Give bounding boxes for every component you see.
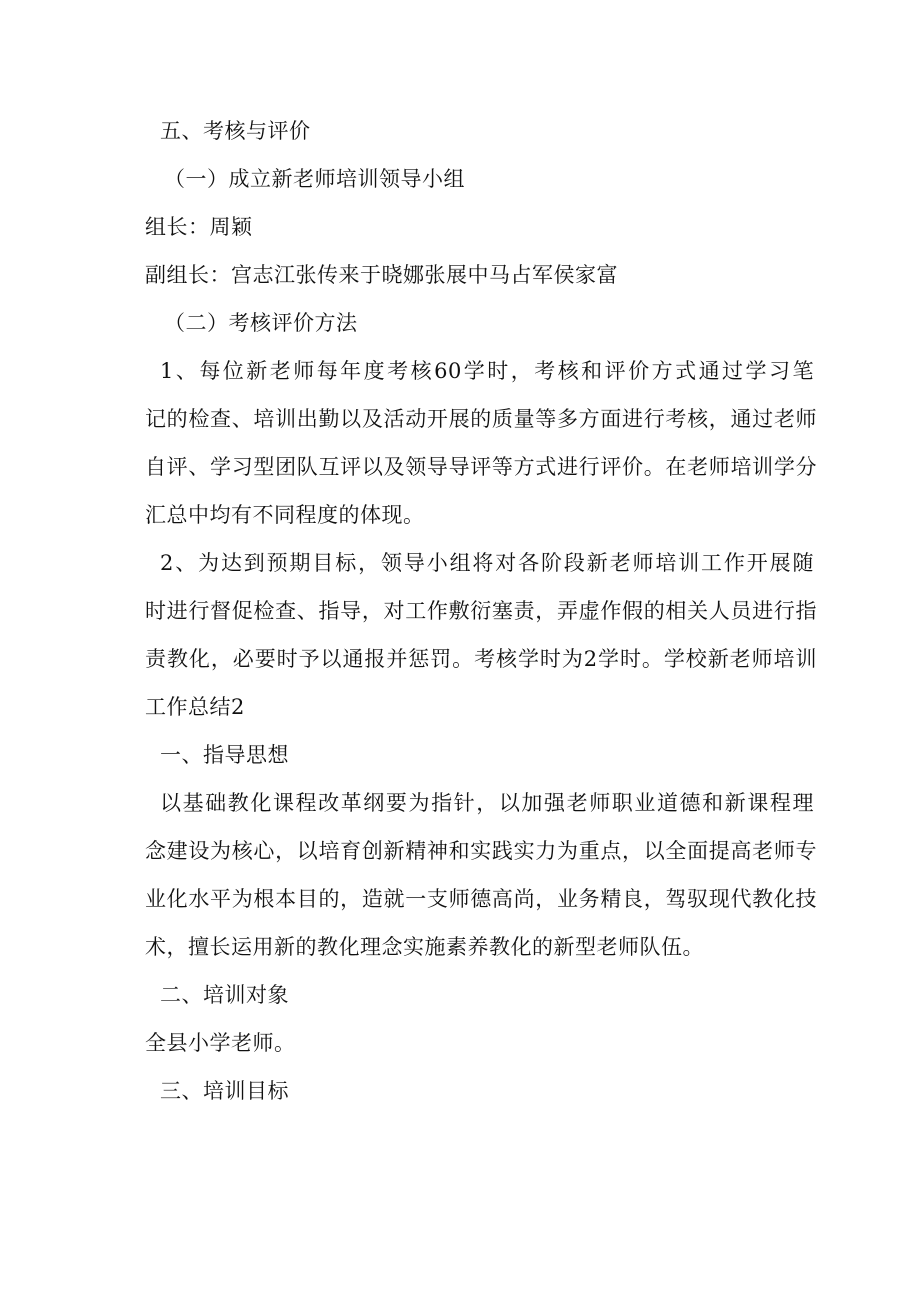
paragraph-line: 以基础教化课程改革纲要为指针，以加强老师职业道德和新课程理 <box>160 791 814 815</box>
section-heading: 二、培训对象 <box>160 983 289 1007</box>
paragraph-line: 责教化，必要时予以通报并惩罚。考核学时为2学时。学校新老师培训 <box>145 647 817 671</box>
text-line: 组长：周颖 <box>145 215 253 239</box>
text-line: 全县小学老师。 <box>145 1031 296 1055</box>
paragraph-line: 自评、学习型团队互评以及领导导评等方式进行评价。在老师培训学分 <box>145 455 817 479</box>
section-heading: 一、指导思想 <box>160 743 289 767</box>
section-heading: 五、考核与评价 <box>160 119 311 143</box>
subsection-heading: （一）成立新老师培训领导小组 <box>164 167 465 191</box>
paragraph-line: 汇总中均有不同程度的体现。 <box>145 503 425 527</box>
paragraph-line: 业化水平为根本目的，造就一支师德高尚，业务精良，驾驭现代教化技 <box>145 887 817 911</box>
section-heading: 三、培训目标 <box>160 1079 289 1103</box>
text-line: 副组长：宫志江张传来于晓娜张展中马占军侯家富 <box>145 263 618 287</box>
paragraph-line: 记的检查、培训出勤以及活动开展的质量等多方面进行考核，通过老师 <box>145 407 817 431</box>
paragraph-line: 念建设为核心，以培育创新精神和实践实力为重点，以全面提高老师专 <box>145 839 817 863</box>
paragraph-line: 术，擅长运用新的教化理念实施素养教化的新型老师队伍。 <box>145 935 704 959</box>
paragraph-line: 2、为达到预期目标，领导小组将对各阶段新老师培训工作开展随 <box>160 551 814 575</box>
paragraph-line: 工作总结2 <box>145 695 245 719</box>
subsection-heading: （二）考核评价方法 <box>164 311 358 335</box>
paragraph-line: 1、每位新老师每年度考核60学时，考核和评价方式通过学习笔 <box>160 359 814 383</box>
paragraph-line: 时进行督促检查、指导，对工作敷衍塞责，弄虚作假的相关人员进行指 <box>145 599 817 623</box>
